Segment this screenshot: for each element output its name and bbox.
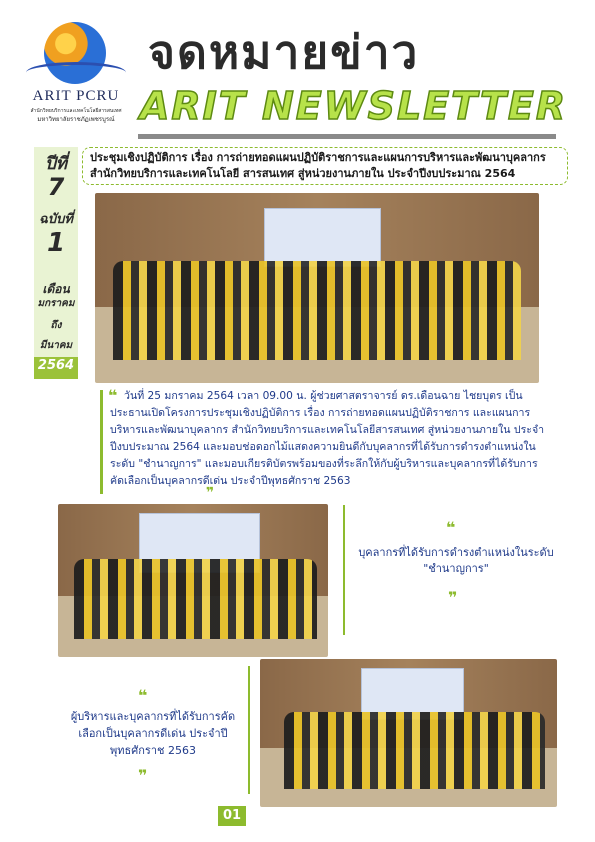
group-photo-awards xyxy=(260,659,557,807)
masthead-divider xyxy=(138,134,556,139)
issue-label: ฉบับที่ xyxy=(39,212,73,227)
open-quote-icon: ❝ xyxy=(108,386,118,405)
month-start: มกราคม xyxy=(37,298,75,309)
logo-title: ARIT PCRU xyxy=(32,88,120,104)
page-number: 01 xyxy=(218,806,246,826)
open-quote-icon: ❝ xyxy=(138,686,148,705)
issue-year: 2564 xyxy=(37,358,75,373)
paragraph-accent-bar xyxy=(100,390,103,494)
group-photo-main xyxy=(95,193,539,383)
close-quote-icon: ❞ xyxy=(138,766,148,785)
open-quote-icon: ❝ xyxy=(446,518,456,537)
month-label: เดือน xyxy=(42,282,70,296)
caption2-accent-bar xyxy=(248,666,250,794)
close-quote-icon: ❞ xyxy=(206,485,215,501)
to-label: ถึง xyxy=(50,320,62,331)
close-quote-icon: ❞ xyxy=(448,588,458,607)
arit-logo xyxy=(24,18,128,122)
logo-subtitle-2: มหาวิทยาลัยราชภัฏเพชรบูรณ์ xyxy=(37,116,115,123)
headline: ประชุมเชิงปฏิบัติการ เรื่อง การถ่ายทอดแผนปฏิบัติราชการและแผนการบริหารและพัฒนาบุคลากร สำนักวิทยบริการและเทคโนโลยี สารสนเทศ สู่หน่วยงานภายใน ประจำปีงบประมาณ 2564 xyxy=(90,151,546,180)
news-paragraph: วันที่ 25 มกราคม 2564 เวลา 09.00 น. ผู้ช่วยศาสตราจารย์ ดร.เดือนฉาย ไชยบุตร เป็นประธานเปิดโครงการประชุมเชิงปฏิบัติการ เรื่อง การถ่ายทอดแผนปฏิบัติราชการ และแผนการบริหารและพัฒนาบุคลากร สำนักวิทยบริการและเทคโนโลยีสารสนเทศ สู่หน่วยงานภายใน ประจำปีงบประมาณ 2564 และมอบช่อดอกไม้แสดงความยินดีกับบุคลากรที่ได้รับการดำรงตำแหน่งในระดับ "ชำนาญการ" และมอบเกียรติบัตรพร้อมของที่ระลึกให้กับผู้บริหารและบุคลากรที่ได้รับการคัดเลือกเป็นบุคลากรดีเด่น ประจำปีพุทธศักราช 2563 xyxy=(110,390,545,487)
month-end: มีนาคม xyxy=(39,340,73,351)
group-photo-promotion xyxy=(58,504,328,657)
caption-promotion: บุคลากรที่ได้รับการดำรงตำแหน่งในระดับ "ชำนาญการ" xyxy=(358,546,554,575)
volume-number: 7 xyxy=(47,173,65,201)
logo-subtitle-1: สำนักวิทยบริการและเทคโนโลยีสารสนเทศ xyxy=(30,108,122,114)
book-icon xyxy=(26,62,126,83)
volume-label: ปีที่ xyxy=(45,154,67,174)
masthead-title-thai: จดหมายข่าว xyxy=(148,25,420,79)
masthead-title-english: ARIT NEWSLETTER xyxy=(140,84,568,128)
issue-number: 1 xyxy=(46,228,66,258)
caption-outstanding-staff: ผู้บริหารและบุคลากรที่ได้รับการคัดเลือกเป็นบุคลากรดีเด่น ประจำปีพุทธศักราช 2563 xyxy=(70,710,236,757)
caption1-accent-bar xyxy=(343,505,345,635)
